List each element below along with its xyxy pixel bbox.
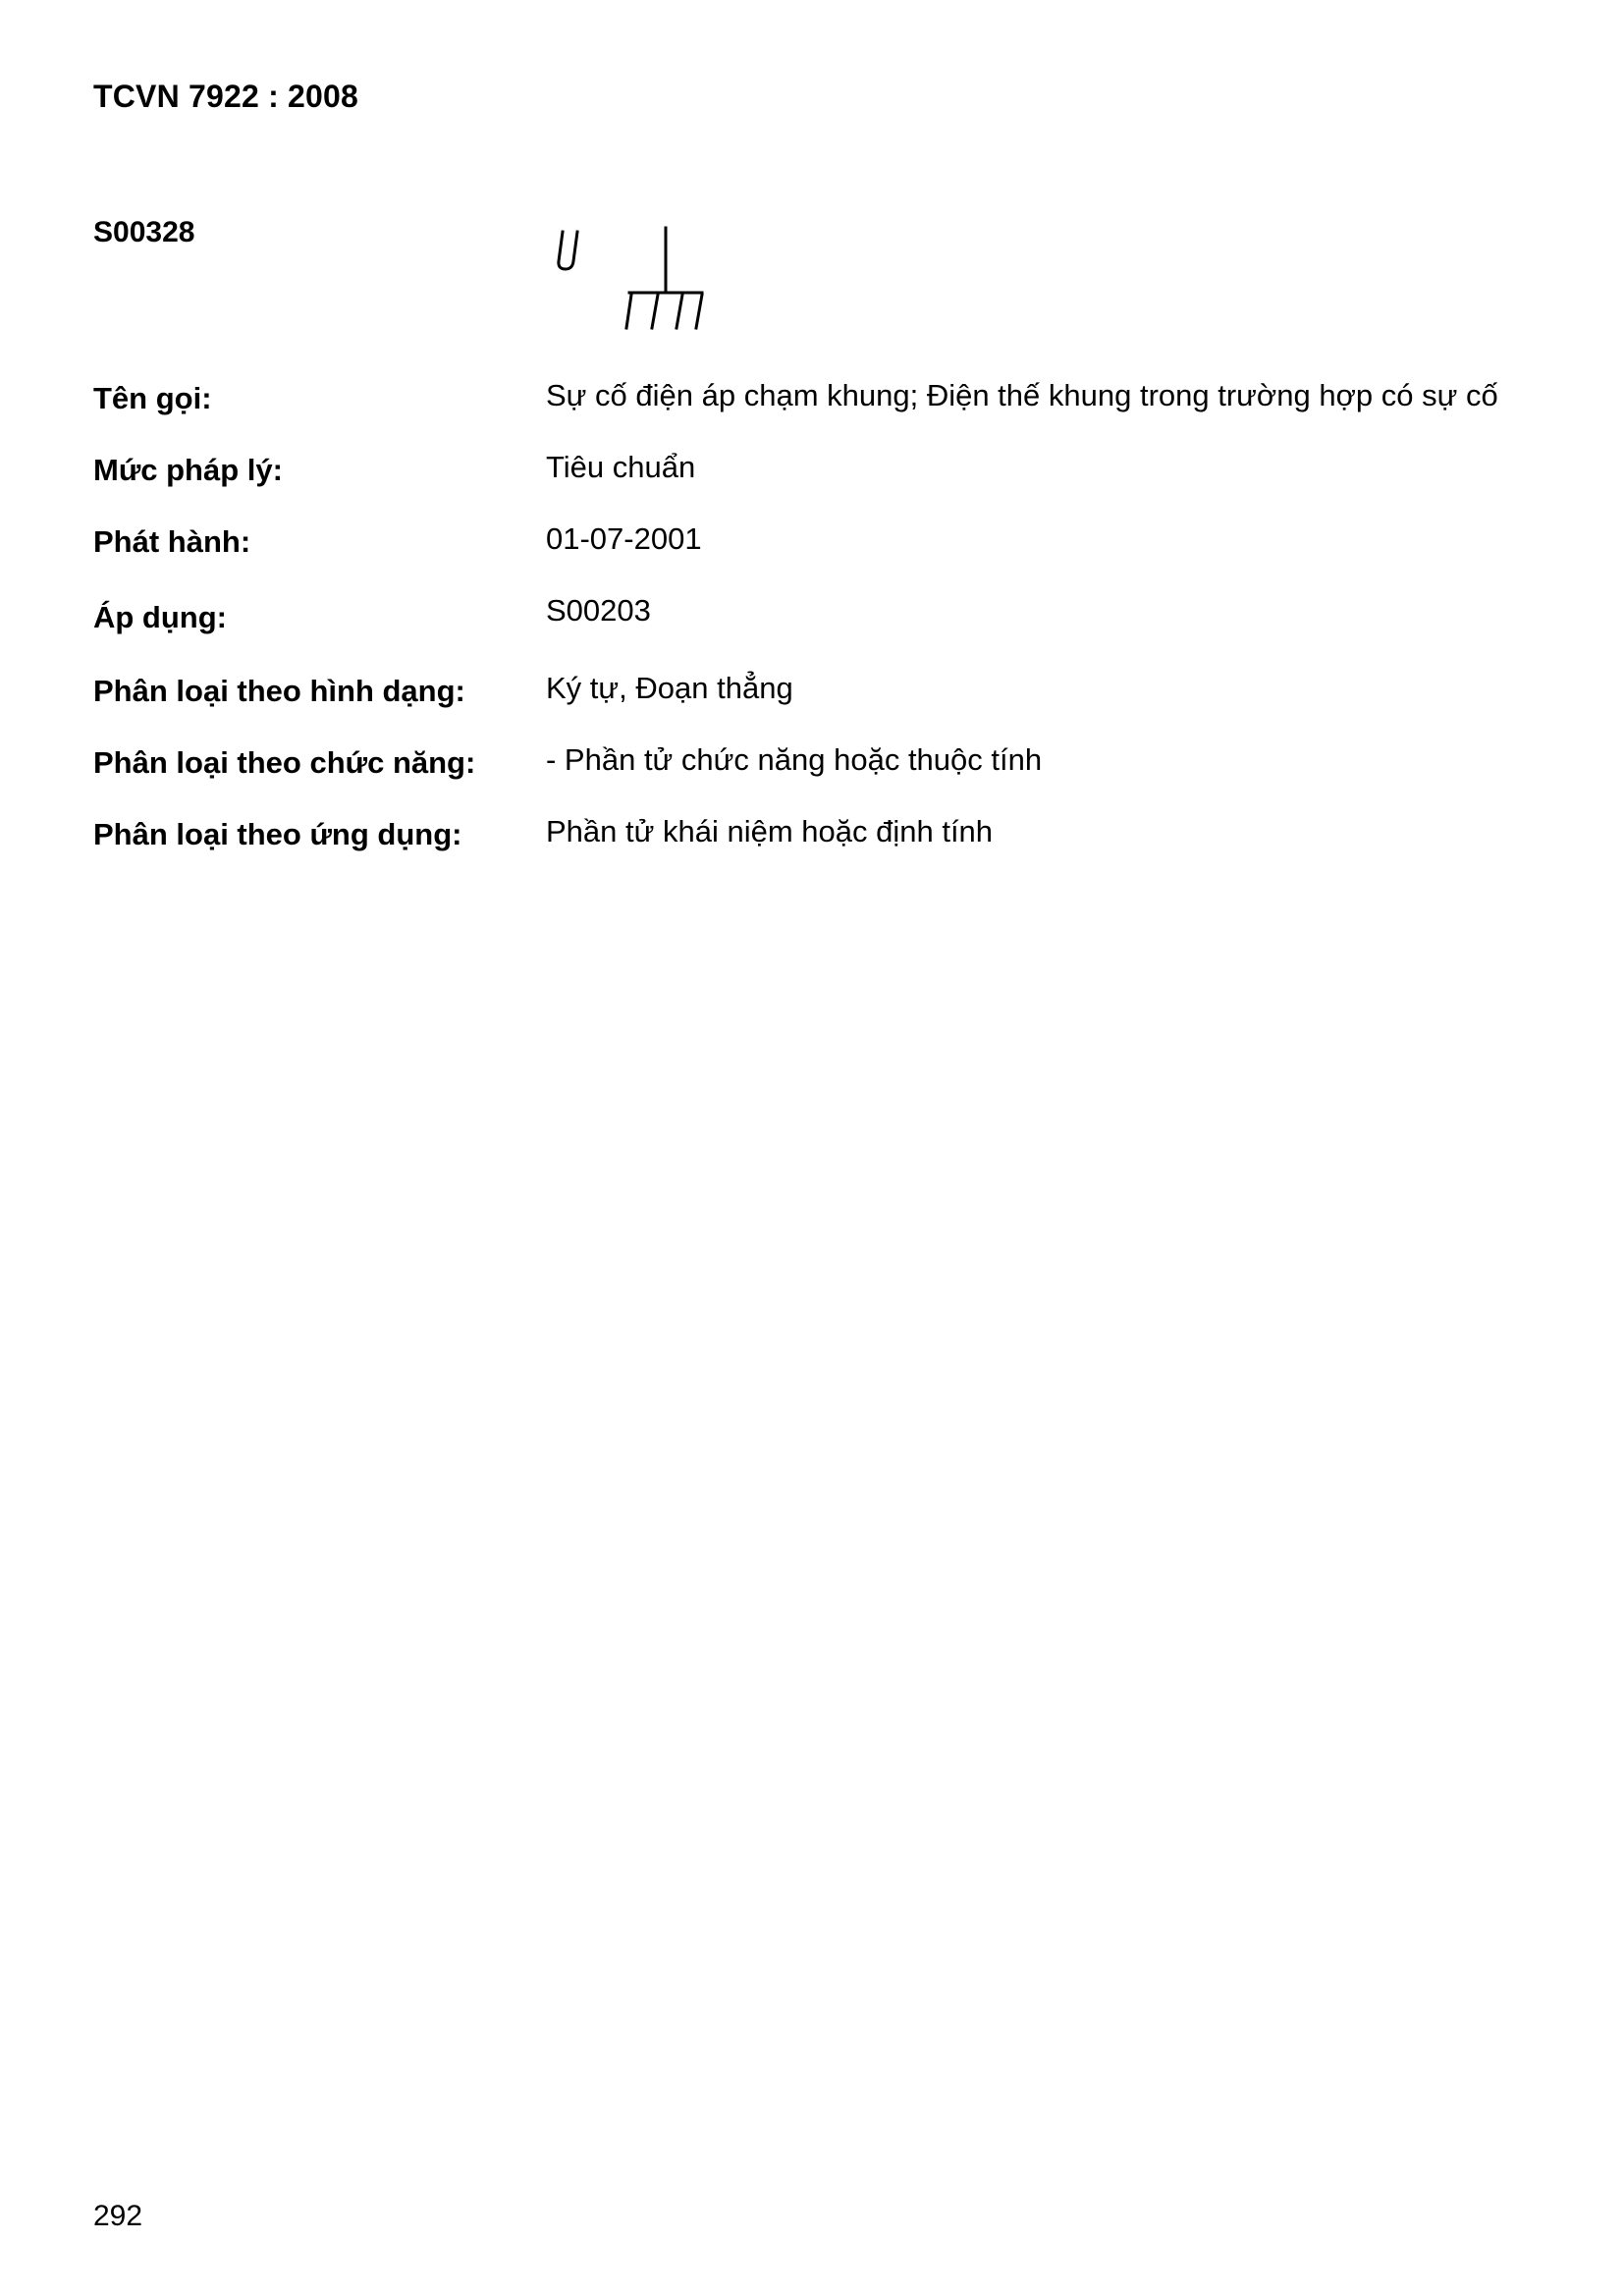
page-number: 292 — [93, 2200, 143, 2232]
field-label-phan-loai-hinh-dang: Phân loại theo hình dạng: — [93, 674, 465, 708]
frame-fault-voltage-ground-symbol-icon — [555, 224, 712, 342]
field-value-phat-hanh: 01-07-2001 — [546, 521, 702, 556]
symbol-code: S00328 — [93, 216, 195, 248]
field-value-ten-goi: Sự cố điện áp chạm khung; Điện thế khung trong trường hợp có sự cố — [546, 378, 1498, 412]
field-value-phan-loai-ung-dung: Phần tử khái niệm hoặc định tính — [546, 814, 994, 848]
field-label-phat-hanh: Phát hành: — [93, 524, 251, 559]
field-label-ap-dung: Áp dụng: — [93, 600, 228, 634]
field-value-phan-loai-chuc-nang: - Phần tử chức năng hoặc thuộc tính — [546, 742, 1043, 777]
field-label-ten-goi: Tên gọi: — [93, 381, 212, 415]
field-value-muc-phap-ly: Tiêu chuẩn — [546, 450, 696, 484]
field-label-phan-loai-ung-dung: Phân loại theo ứng dụng: — [93, 817, 462, 851]
page-header-standard: TCVN 7922 : 2008 — [93, 79, 359, 114]
field-label-phan-loai-chuc-nang: Phân loại theo chức năng: — [93, 745, 476, 780]
field-label-muc-phap-ly: Mức pháp lý: — [93, 453, 283, 487]
field-value-ap-dung: S00203 — [546, 593, 651, 628]
field-value-phan-loai-hinh-dang: Ký tự, Đoạn thẳng — [546, 671, 793, 705]
